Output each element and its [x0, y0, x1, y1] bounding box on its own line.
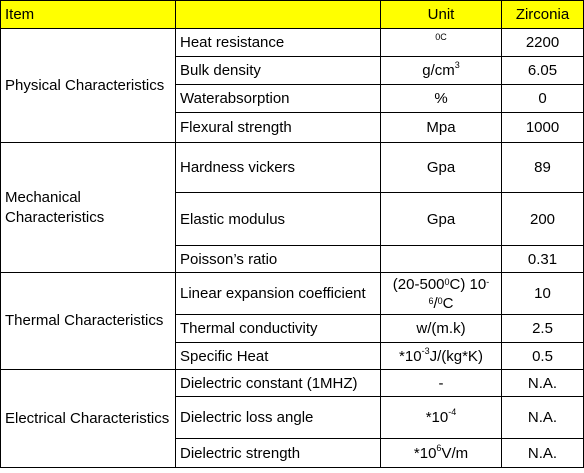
property-name: Heat resistance	[176, 29, 381, 57]
property-name: Dielectric constant (1MHZ)	[176, 370, 381, 397]
category-physical: Physical Characteristics	[1, 29, 176, 143]
category-thermal: Thermal Characteristics	[1, 273, 176, 370]
value-cell: 0.5	[502, 343, 584, 370]
unit-cell: 0C	[381, 29, 502, 57]
value-cell: 1000	[502, 113, 584, 143]
header-row	[1, 1, 584, 29]
unit-cell: Gpa	[381, 143, 502, 193]
category-mechanical: Mechanical Characteristics	[1, 143, 176, 273]
property-name: Thermal conductivity	[176, 315, 381, 343]
value-cell: 0	[502, 85, 584, 113]
value-cell: N.A.	[502, 397, 584, 439]
table-row	[1, 143, 584, 193]
value-cell: 89	[502, 143, 584, 193]
property-name: Dielectric strength	[176, 439, 381, 468]
property-name: Linear expansion coefficient	[176, 273, 381, 315]
unit-cell: -	[381, 370, 502, 397]
unit-cell	[381, 246, 502, 273]
unit-cell: $*10^6V/m$	[381, 439, 502, 468]
unit-cell: Mpa	[381, 113, 502, 143]
unit-cell: $*10^{-3}J/(kg*K)$	[381, 343, 502, 370]
property-name: Poisson’s ratio	[176, 246, 381, 273]
property-name: Bulk density	[176, 57, 381, 85]
table-row	[1, 29, 584, 57]
unit-cell: w/(m.k)	[381, 315, 502, 343]
value-cell: N.A.	[502, 439, 584, 468]
property-name: Hardness vickers	[176, 143, 381, 193]
value-cell: 2.5	[502, 315, 584, 343]
header-item: Item	[1, 1, 176, 29]
value-cell: 0.31	[502, 246, 584, 273]
value-cell: 200	[502, 193, 584, 246]
unit-cell: Gpa	[381, 193, 502, 246]
unit-cell: $g/cm^3$	[381, 57, 502, 85]
unit-cell: $*10^{-4}$	[381, 397, 502, 439]
property-name: Elastic modulus	[176, 193, 381, 246]
value-cell: 6.05	[502, 57, 584, 85]
property-name: Specific Heat	[176, 343, 381, 370]
value-cell: N.A.	[502, 370, 584, 397]
table-row	[1, 273, 584, 315]
unit-cell: %	[381, 85, 502, 113]
property-name: Waterabsorption	[176, 85, 381, 113]
value-cell: 2200	[502, 29, 584, 57]
unit-cell: $(20-500^0C)$ $10^{-6}/^0C$	[381, 273, 502, 315]
property-name: Dielectric loss angle	[176, 397, 381, 439]
header-unit: Unit	[381, 1, 502, 29]
header-blank	[176, 1, 381, 29]
header-material: Zirconia	[502, 1, 584, 29]
table-row	[1, 370, 584, 397]
category-electrical: Electrical Characteristics	[1, 370, 176, 468]
property-name: Flexural strength	[176, 113, 381, 143]
value-cell: 10	[502, 273, 584, 315]
